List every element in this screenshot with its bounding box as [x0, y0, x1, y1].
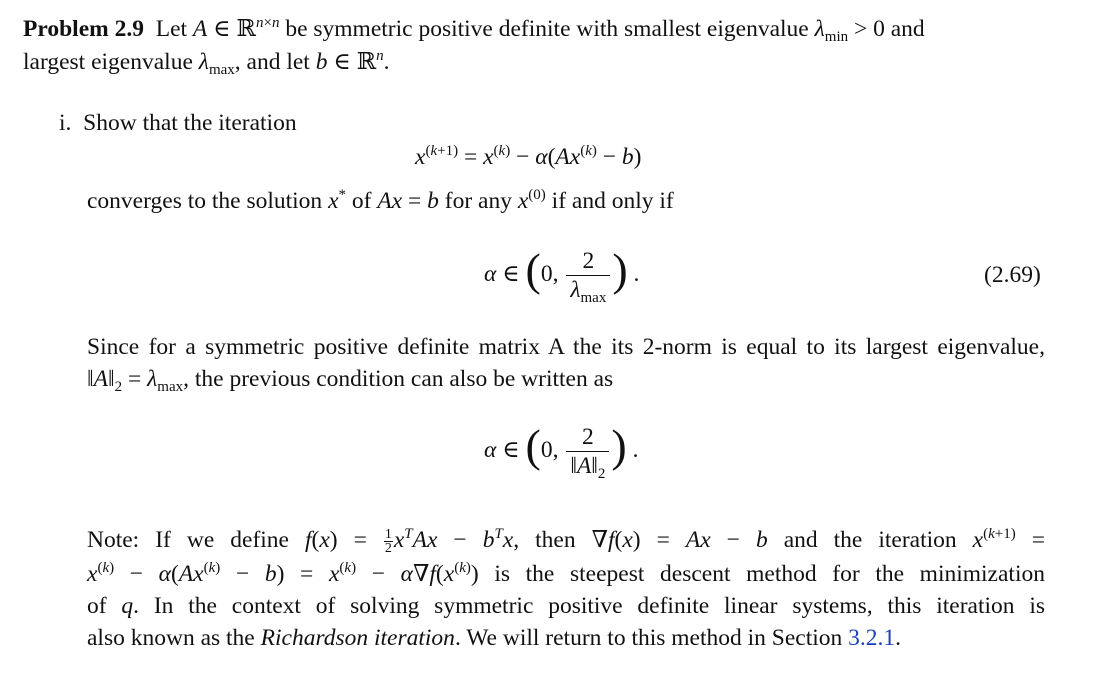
item-marker: i.: [59, 110, 72, 136]
problem-line-2: largest eigenvalue $\lambda_{max}$, and let b ∈ ℝ$^n$.: [23, 48, 390, 78]
since-line-2: $‖A‖_2 = \lambda_{max}$, the previous condition can also be written as: [87, 366, 614, 395]
section-link[interactable]: 3.2.1: [848, 625, 896, 651]
richardson-term: Richardson iteration: [260, 625, 455, 651]
note-line-4: also known as the Richardson iteration. We will return to this method in Section 3.2.1.: [87, 625, 902, 651]
problem-text: Let: [155, 16, 188, 42]
item-text: Show that the iteration: [83, 110, 297, 136]
problem-label: Problem 2.9: [23, 16, 144, 42]
problem-text: be symmetric positive definite with smallest eigenvalue: [285, 16, 809, 42]
note-line-1: Note: If we define f(x) = $\frac{1}{2}$ $x^TAx - b^Tx$, then ∇f(x) = Ax − b and the iteration $x^{(k+1)}$ =: [87, 526, 1045, 557]
condition-equation-1: α ∈ (0, $\frac{2}{\lambda_{max}}$ ) .: [484, 244, 640, 307]
item-line: [59, 108, 297, 138]
note-line-2: $x^{(k)} - \alpha(Ax^{(k)} - b) = x^{(k)} - \alpha\nabla f(x^{(k)})$ is the steepest descent method for the minimization: [87, 560, 1045, 587]
equation-number: (2.69): [984, 262, 1041, 288]
problem-text: > 0 and: [854, 16, 925, 42]
problem-line-1: Problem 2.9 Let A ∈ ℝ$^{n\times n}$ be symmetric positive definite with smallest eigenvalue $\lambda_{min} > 0$ and: [23, 15, 925, 45]
note-line-3: of q. In the context of solving symmetric positive definite linear systems, this iteration is: [87, 593, 1046, 619]
problem-text: , and let: [234, 49, 310, 75]
converges-line: converges to the solution x* of Ax = b for any $x^{(0)}$ if and only if: [87, 187, 674, 214]
iteration-equation: $x^{(k+1)} = x^{(k)} - \alpha(Ax^{(k)} - b)$: [415, 143, 642, 170]
condition-equation-2: α ∈ (0, $\frac{2}{‖A‖_2}$ ) .: [484, 420, 639, 483]
since-line-1: Since for a symmetric positive definite matrix A the its 2-norm is equal to its largest eigenvalue,: [87, 334, 1045, 360]
problem-text: largest eigenvalue: [23, 49, 193, 75]
